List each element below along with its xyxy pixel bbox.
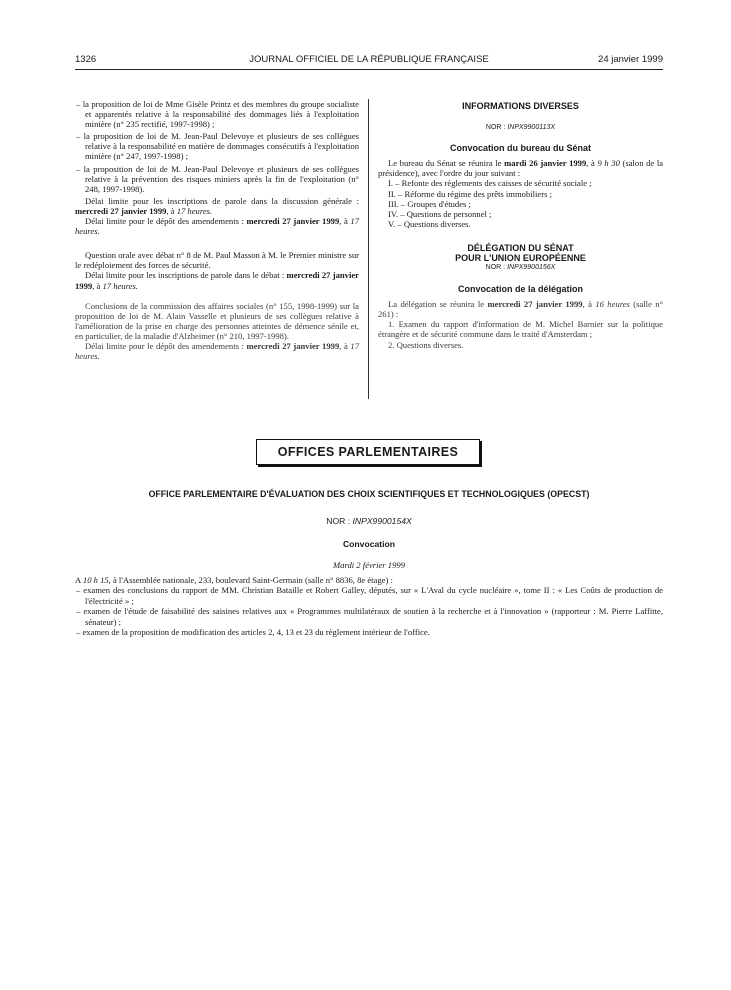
bill-item: – la proposition de loi de Mme Gisèle Printz et des membres du groupe socialiste et apparentés relative à la responsabilité des dommages liés à l'exploitation minière (n° 235 rectifié, 1997-1998) ;: [76, 99, 359, 130]
subsection-title: Convocation de la délégation: [457, 284, 583, 295]
bill-item: – la proposition de loi de M. Jean-Paul Delevoye et plusieurs de ses collègues relative à la responsabilité en matière de dommages consécutifs à l'exploitation minière (n° 247, 1997-1998) ;: [76, 131, 359, 162]
delegation-title-line1: DÉLÉGATION DU SÉNAT: [467, 242, 574, 253]
deadline-amendments: Délai limite pour le dépôt des amendements : mercredi 27 janvier 1999, à 17 heures.: [75, 216, 359, 237]
page-header: [75, 54, 663, 68]
right-column: [378, 99, 663, 350]
office-item: – examen de l'étude de faisabilité des saisines relatives aux « Programmes multilatéraux de soutien à la recherche et à l'innovation » (rapporteur : M. Pierre Laffitte, sénateur) ;: [76, 606, 663, 627]
commission-conclusions: Conclusions de la commission des affaires sociales (n° 155, 1998-1999) sur la proposition de loi de M. Alain Vasselle et plusieurs de ses collègues relative à l'amélioration de la prise en charge des personnes atteintes de démence sénile et, en particulier, de la maladie d'Alzheimer (n° 210, 1997-1998).: [75, 300, 359, 341]
office-intro: A 10 h 15, à l'Assemblée nationale, 233, boulevard Saint-Germain (salle n° 8836, 8e étage) :: [75, 575, 393, 585]
journal-title: JOURNAL OFFICIEL DE LA RÉPUBLIQUE FRANÇAISE: [249, 54, 489, 65]
agenda-item: III. – Groupes d'études ;: [388, 198, 471, 209]
agenda-item: V. – Questions diverses.: [388, 218, 471, 229]
bureau-convocation: Le bureau du Sénat se réunira le mardi 26 janvier 1999, à 9 h 30 (salon de la présidence), avec l'ordre du jour suivant :: [378, 158, 664, 179]
oral-question-deadline: Délai limite pour les inscriptions de parole dans le débat : mercredi 27 janvier 1999, à 17 heures.: [75, 270, 359, 291]
section-title: INFORMATIONS DIVERSES: [462, 101, 579, 111]
delegation-item: 1. Examen du rapport d'information de M. Michel Barnier sur la politique étrangère et de sécurité commune dans le traité d'Amsterdam ;: [378, 319, 663, 340]
nor-reference: NOR : INPX9900156X: [485, 263, 556, 271]
convocation-title: Convocation: [342, 539, 396, 549]
delegation-convocation: La délégation se réunira le mercredi 27 janvier 1999, à 16 heures (salle n° 261) :: [378, 299, 663, 320]
deadline-speakers: Délai limite pour les inscriptions de parole dans la discussion générale : mercredi 27 janvier 1999, à 17 heures.: [75, 195, 359, 216]
office-item: – examen de la proposition de modification des articles 2, 4, 13 et 23 du règlement intérieur de l'office.: [76, 627, 430, 638]
page-number: 1326: [75, 54, 97, 65]
subsection-title: Convocation du bureau du Sénat: [449, 143, 591, 154]
nor-reference: NOR : INPX9900154X: [326, 516, 412, 526]
agenda-item: IV. – Questions de personnel ;: [388, 208, 492, 219]
delegation-title-line2: POUR L'UNION EUROPÉENNE: [455, 252, 586, 263]
header-rule: [75, 69, 663, 70]
left-column: [75, 99, 359, 361]
office-item: – examen des conclusions du rapport de MM. Christian Bataille et Robert Galley, députés, sur « L'Aval du cycle nucléaire », tome II : « Les Coûts de production de l'électricité » ;: [76, 585, 663, 606]
offices-heading: OFFICES PARLEMENTAIRES: [277, 445, 459, 459]
delegation-item: 2. Questions diverses.: [388, 339, 464, 350]
agenda-item: I. – Refonte des règlements des caisses de sécurité sociale ;: [388, 178, 592, 189]
bill-item: – la proposition de loi de M. Jean-Paul Delevoye et plusieurs de ses collègues relative à la prévention des risques miniers après la fin de l'exploitation (n° 248, 1997-1998).: [76, 163, 359, 194]
issue-date: 24 janvier 1999: [598, 54, 663, 65]
office-title: OFFICE PARLEMENTAIRE D'ÉVALUATION DES CHOIX SCIENTIFIQUES ET TECHNOLOGIQUES (OPECST): [148, 489, 590, 499]
agenda-item: II. – Réforme du régime des prêts immobiliers ;: [388, 188, 552, 199]
oral-question: Question orale avec débat n° 8 de M. Paul Masson à M. le Premier ministre sur le redéploiement des forces de sécurité.: [75, 250, 359, 271]
offices-heading-box: [256, 439, 480, 465]
commission-deadline: Délai limite pour le dépôt des amendements : mercredi 27 janvier 1999, à 17 heures.: [75, 340, 359, 362]
column-divider: [368, 99, 369, 399]
office-agenda: [75, 575, 663, 637]
nor-reference: NOR : INPX9900113X: [485, 124, 556, 132]
convocation-date: Mardi 2 février 1999: [332, 560, 405, 570]
